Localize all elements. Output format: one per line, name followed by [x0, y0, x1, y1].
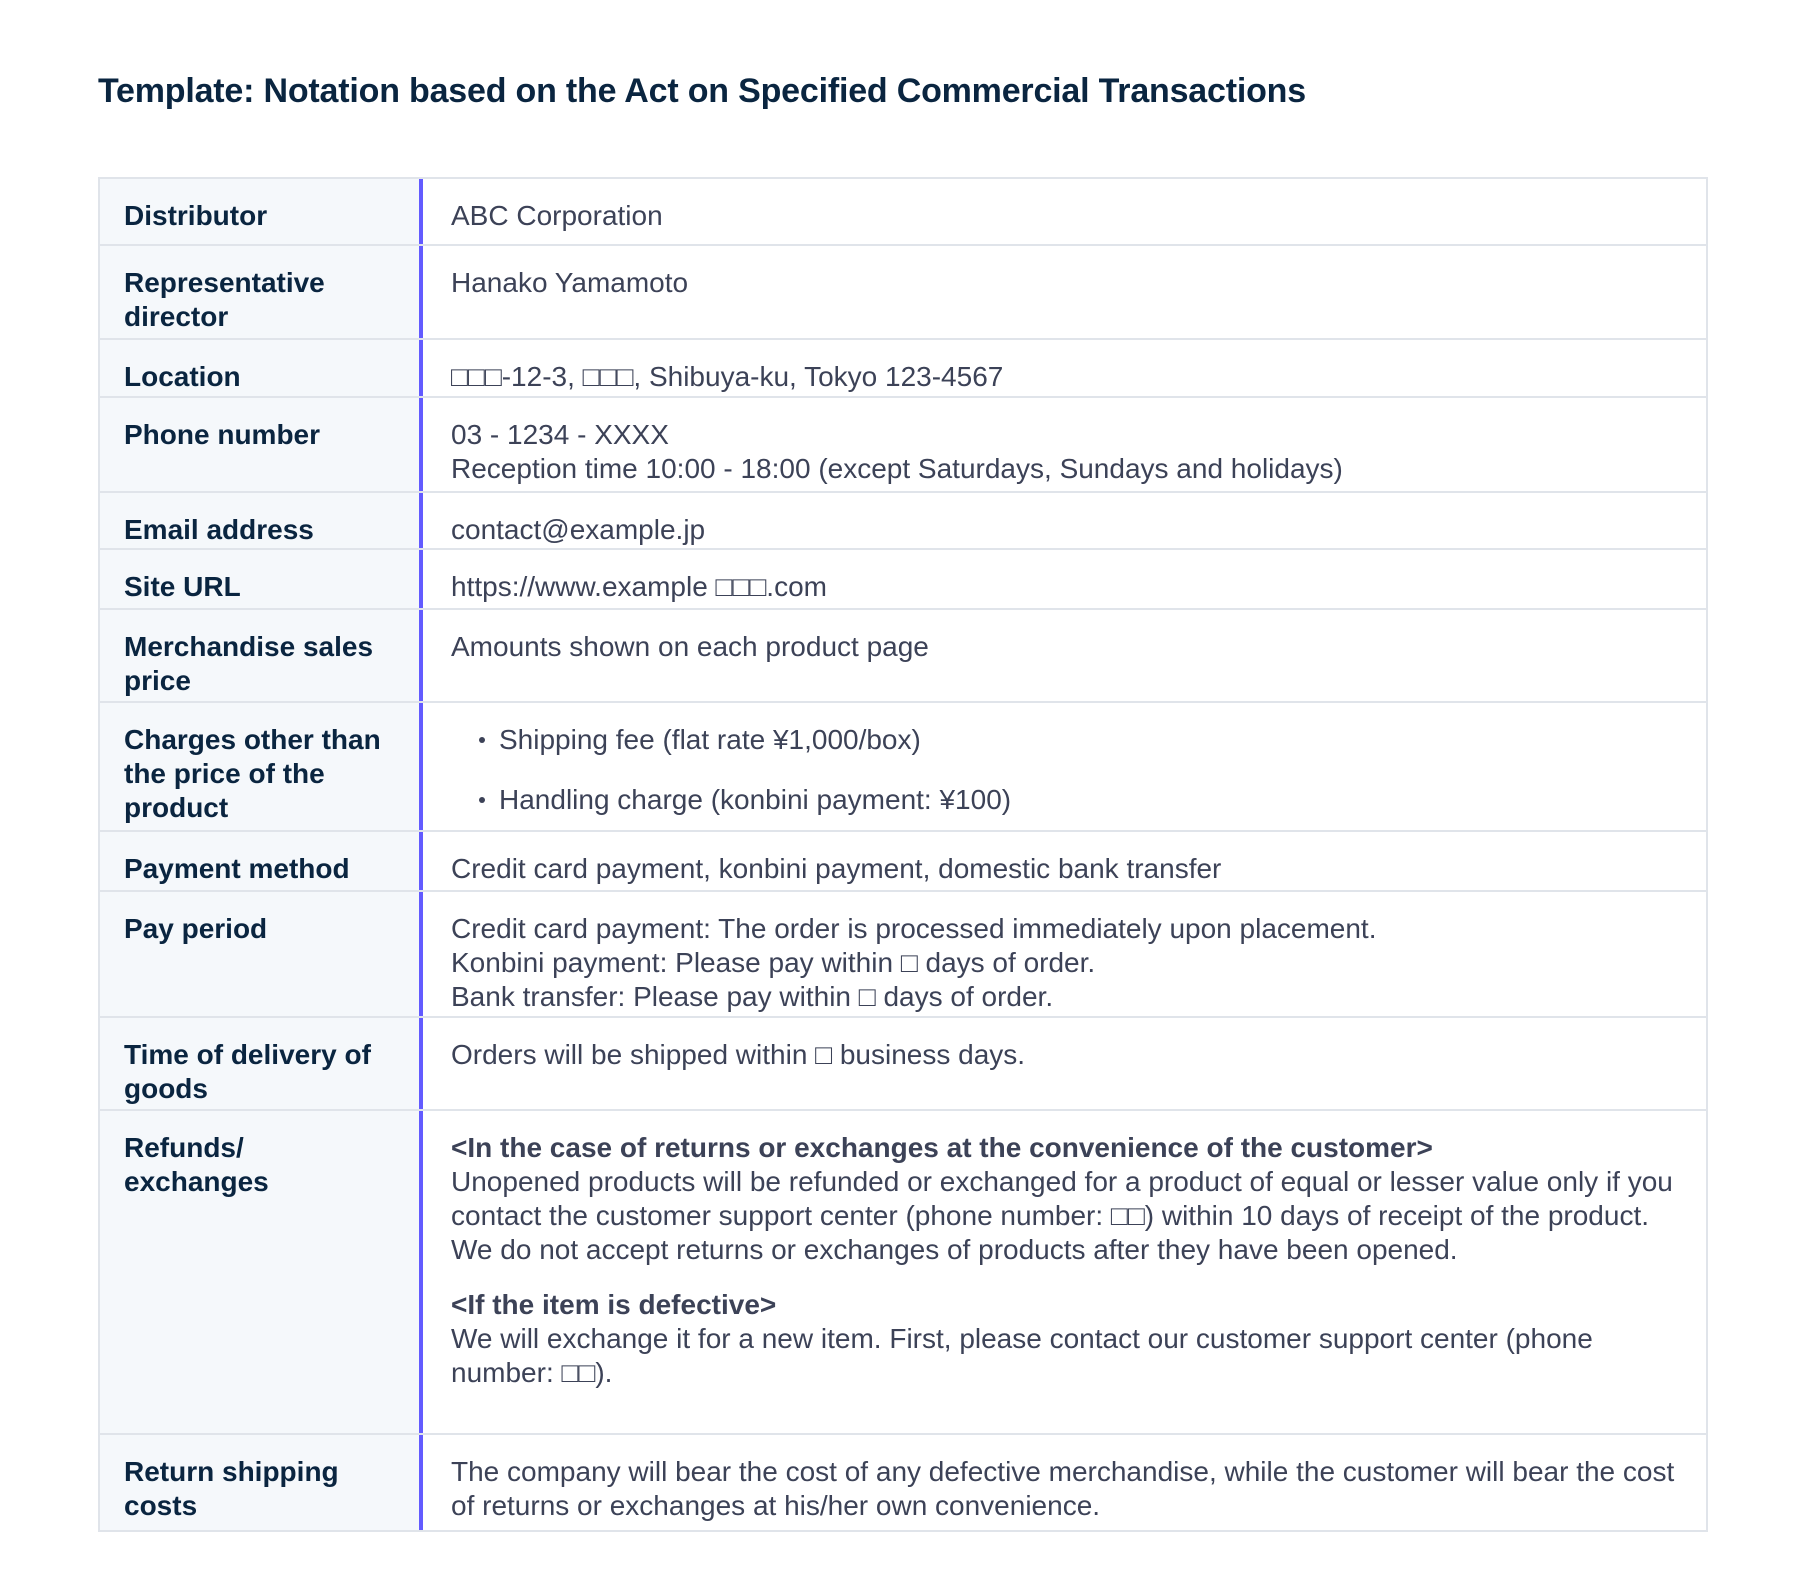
table-row	[100, 610, 1706, 703]
table-row	[100, 892, 1706, 1018]
row-label: Site URL	[100, 550, 423, 608]
row-value: □□□-12-3, □□□, Shibuya-ku, Tokyo 123-4567	[451, 361, 1004, 392]
charges-list	[451, 723, 1678, 817]
row-value	[423, 1111, 1706, 1433]
row-label: Pay period	[100, 892, 423, 1016]
table-row	[100, 550, 1706, 610]
table-row	[100, 398, 1706, 493]
row-label: Payment method	[100, 832, 423, 890]
row-label: Distributor	[100, 179, 423, 244]
row-label: Representative director	[100, 246, 423, 338]
table-row	[100, 340, 1706, 398]
row-label: Return shipping costs	[100, 1435, 423, 1530]
row-label: Merchandise sales price	[100, 610, 423, 701]
row-value	[423, 398, 1706, 491]
row-label: Email address	[100, 493, 423, 548]
row-label: Location	[100, 340, 423, 396]
row-value: https://www.example □□□.com	[451, 571, 827, 602]
table-row	[100, 1111, 1706, 1435]
row-value: Credit card payment, konbini payment, domestic bank transfer	[451, 853, 1222, 884]
value-line: Reception time 10:00 - 18:00 (except Saturdays, Sundays and holidays)	[451, 453, 1343, 484]
table-row	[100, 832, 1706, 892]
row-value: ABC Corporation	[451, 200, 663, 231]
value-line: Konbini payment: Please pay within □ days of order.	[451, 947, 1096, 978]
row-value	[423, 892, 1706, 1016]
row-value: contact@example.jp	[451, 514, 706, 545]
value-line: 03 - 1234 - XXXX	[451, 419, 669, 450]
table-row	[100, 493, 1706, 550]
value-line: Bank transfer: Please pay within □ days of order.	[451, 981, 1054, 1012]
row-label: Refunds/ exchanges	[100, 1111, 423, 1433]
table-row	[100, 179, 1706, 246]
row-label: Phone number	[100, 398, 423, 491]
row-value: Amounts shown on each product page	[451, 631, 929, 662]
section-heading: <In the case of returns or exchanges at the convenience of the customer>	[451, 1132, 1433, 1163]
row-label: Charges other than the price of the product	[100, 703, 423, 830]
row-label: Time of delivery of goods	[100, 1018, 423, 1109]
list-item: Handling charge (konbini payment: ¥100)	[479, 783, 1678, 817]
row-value: Hanako Yamamoto	[451, 267, 689, 298]
table-row	[100, 703, 1706, 832]
list-item: Shipping fee (flat rate ¥1,000/box)	[479, 723, 1678, 757]
table-row	[100, 1018, 1706, 1111]
page-title: Template: Notation based on the Act on Specified Commercial Transactions	[98, 72, 1306, 110]
section-text: We will exchange it for a new item. First, please contact our customer support center (phone number: □□).	[451, 1323, 1593, 1388]
disclosure-table	[98, 177, 1708, 1532]
row-value	[423, 703, 1706, 830]
table-row	[100, 246, 1706, 340]
value-line: Credit card payment: The order is processed immediately upon placement.	[451, 913, 1377, 944]
section-text: Unopened products will be refunded or exchanged for a product of equal or lesser value only if you contact the customer support center (phone number: □□) within 10 days of receipt of the product. We do not accept returns or exchanges of products after they have been opened.	[451, 1166, 1673, 1265]
table-row	[100, 1435, 1706, 1530]
section-heading: <If the item is defective>	[451, 1289, 777, 1320]
row-value: Orders will be shipped within □ business days.	[451, 1039, 1026, 1070]
row-value: The company will bear the cost of any defective merchandise, while the customer will bear the cost of returns or exchanges at his/her own convenience.	[451, 1456, 1675, 1521]
